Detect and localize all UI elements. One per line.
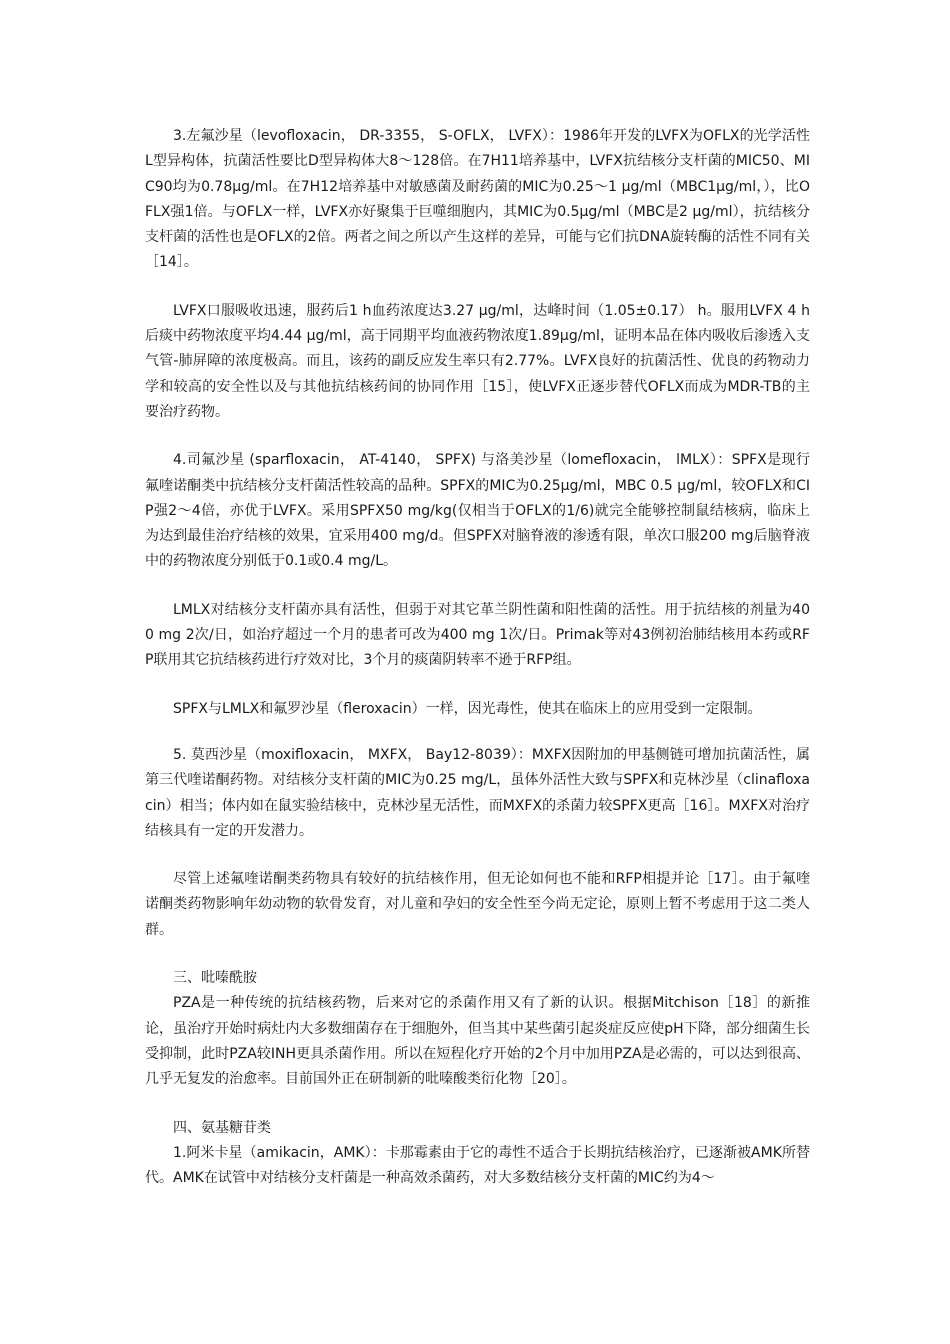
paragraph-moxifloxacin: 5. 莫西沙星（moxifloxacin， MXFX， Bay12-8039）：MXFX因附加的甲基侧链可增加抗菌活性，属第三代喹诺酮药物。对结核分支杆菌的MIC为0.25 mg/L，虽体外活性大致与SPFX和克林沙星（clinafloxacin）相当；体内如在鼠实验结核中，克林沙星无活性，而MXFX的杀菌力较SPFX更高［16］。MXFX对治疗结核具有一定的开发潜力。 — [145, 746, 810, 839]
paragraph-lmlx: LMLX对结核分支杆菌亦具有活性，但弱于对其它革兰阴性菌和阳性菌的活性。用于抗结核的剂量为400 mg 2次/日，如治疗超过一个月的患者可改为400 mg 1次/日。Primak等对43例初治肺结核用本药或RFP联用其它抗结核药进行疗效对比，3个月的痰菌阴转率不逊于RFP组。 — [145, 601, 810, 669]
section-heading-pyrazinamide: 三、吡嗪酰胺 — [173, 970, 257, 987]
paragraph-sparfloxacin-lomefloxacin: 4.司氟沙星 (sparfloxacin， AT-4140， SPFX) 与洛美沙星（lomefloxacin， lMLX）：SPFX是现行氟喹诺酮类中抗结核分支杆菌活性较高的品种。SPFX的MIC为0.25μg/ml，MBC 0.5 μg/ml，较OFLX和CIP强2～4倍，亦优于LVFX。采用SPFX50 mg/kg(仅相当于OFLX的1/6)就完全能够控制鼠结核病，临床上为达到最佳治疗结核的效果，宜采用400 mg/d。但SPFX对脑脊液的渗透有限，单次口服200 mg后脑脊液中的药物浓度分别低于0.1或0.4 mg/L。 — [145, 452, 810, 570]
paragraph-pza: PZA是一种传统的抗结核药物，后来对它的杀菌作用又有了新的认识。根据Mitchison［18］的新推论，虽治疗开始时病灶内大多数细菌存在于细胞外，但当其中某些菌引起炎症反应使pH下降，部分细菌生长受抑制，此时PZA较INH更具杀菌作用。所以在短程化疗开始的2个月中加用PZA是必需的，可以达到很高、几乎无复发的治愈率。目前国外正在研制新的吡嗪酸类衍化物［20］。 — [145, 995, 810, 1088]
paragraph-lvfx-pharmacokinetics: LVFX口服吸收迅速，服药后1 h血药浓度达3.27 μg/ml，达峰时间（1.05±0.17） h。服用LVFX 4 h后痰中药物浓度平均4.44 μg/ml，高于同期平均血液药物浓度1.89μg/ml，证明本品在体内吸收后渗透入支气管-肺屏障的浓度极高。而且，该药的副反应发生率只有2.77%。LVFX良好的抗菌活性、优良的药物动力学和较高的安全性以及与其他抗结核药间的协同作用［15］，使LVFX正逐步替代OFLX而成为MDR-TB的主要治疗药物。 — [145, 302, 810, 420]
paragraph-phototoxicity: SPFX与LMLX和氟罗沙星（fleroxacin）一样，因光毒性，使其在临床上的应用受到一定限制。 — [173, 700, 762, 717]
document-body — [145, 124, 810, 1191]
paragraph-fluoroquinolone-summary: 尽管上述氟喹诺酮类药物具有较好的抗结核作用，但无论如何也不能和RFP相提并论［17］。由于氟喹诺酮类药物影响年幼动物的软骨发育，对儿童和孕妇的安全性至今尚无定论，原则上暂不考虑用于这二类人群。 — [145, 871, 810, 938]
paragraph-amikacin: 1.阿米卡星（amikacin，AMK）：卡那霉素由于它的毒性不适合于长期抗结核治疗，已逐渐被AMK所替代。AMK在试管中对结核分支杆菌是一种高效杀菌药，对大多数结核分支杆菌的MIC约为4～ — [145, 1144, 810, 1187]
paragraph-levofloxacin: 3.左氟沙星（levofloxacin， DR-3355， S-OFLX， LVFX）：1986年开发的LVFX为OFLX的光学活性L型异构体，抗菌活性要比D型异构体大8～128倍。在7H11培养基中，LVFX抗结核分支杆菌的MIC50、MIC90均为0.78μg/ml。在7H12培养基中对敏感菌及耐药菌的MIC为0.25～1 μg/ml（MBC1μg/ml，），比OFLX强1倍。与OFLX一样，LVFX亦好聚集于巨噬细胞内，其MIC为0.5μg/ml（MBC是2 μg/ml），抗结核分支杆菌的活性也是OFLX的2倍。两者之间之所以产生这样的差异，可能与它们抗DNA旋转酶的活性不同有关［14］。 — [145, 128, 810, 271]
section-heading-aminoglycosides: 四、氨基糖苷类 — [173, 1119, 271, 1136]
